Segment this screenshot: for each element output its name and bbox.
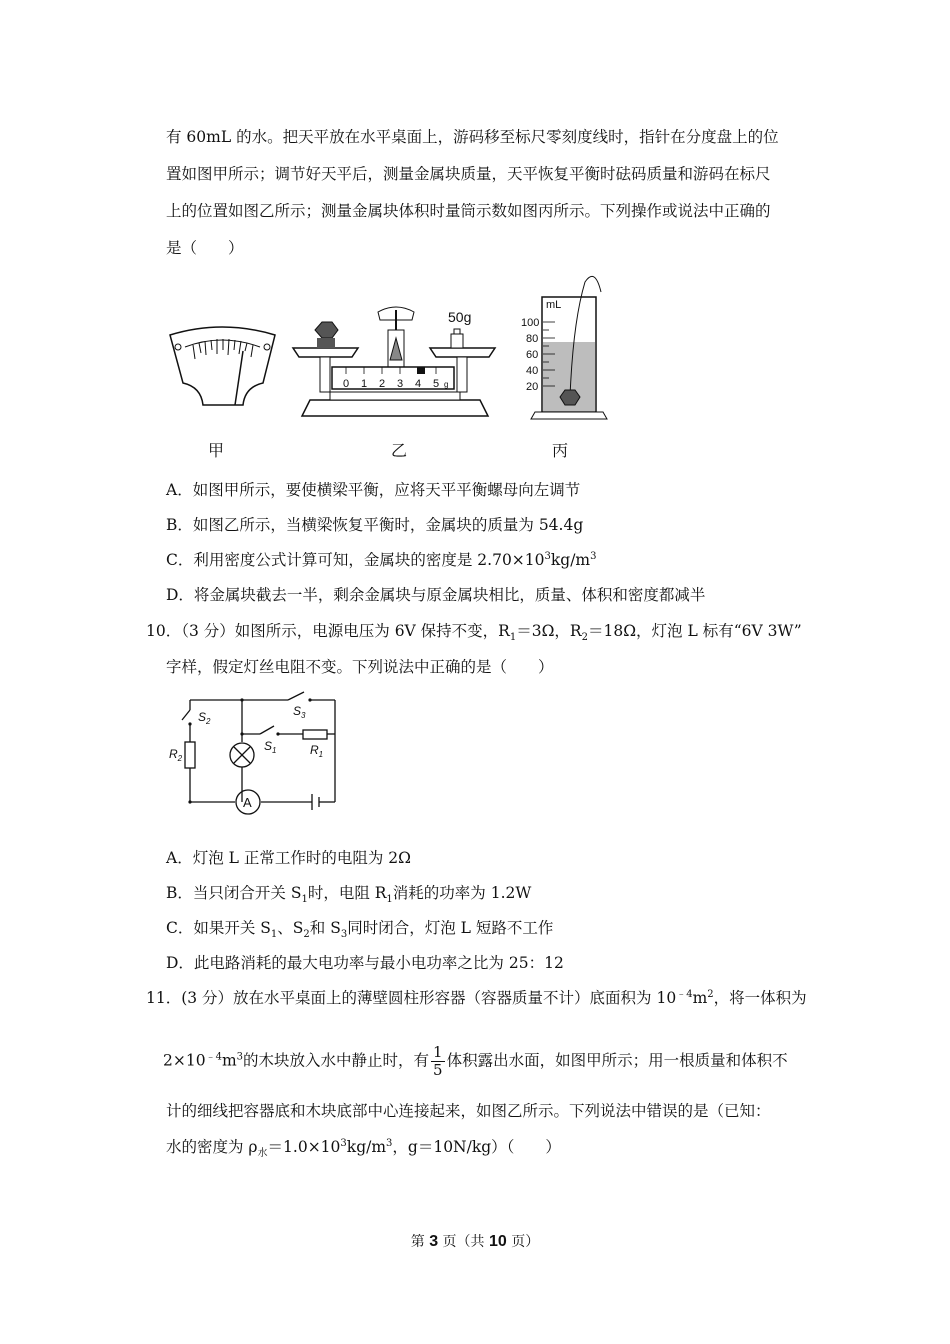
q10-option-b: B．当只闭合开关 $S_1$时，电阻 $R_1$消耗的功率为 1.2W xyxy=(166,884,532,906)
page-footer: 第 3 页（共 10 页） xyxy=(410,1233,540,1250)
ruler-tick-1: 1 xyxy=(361,378,368,390)
q10-option-c: C．如果开关 $S_1$、$S_2$和 $S_3$同时闭合，灯泡 L 短路不工作 xyxy=(166,919,554,941)
weight-50g xyxy=(451,334,463,348)
ruler-tick-0: 0 xyxy=(343,378,350,390)
q10-line-2: 字样，假定灯丝电阻不变。下列说法中正确的是（ ） xyxy=(166,658,554,676)
ruler-tick-4: 4 xyxy=(415,378,422,390)
balance-scale-dial-figure xyxy=(165,325,280,415)
q9-option-c: C．利用密度公式计算可知，金属块的密度是 $2.70\times 10^3kg/m^3$ xyxy=(166,550,597,569)
q9-line-2: 置如图甲所示；调节好天平后，测量金属块质量，天平恢复平衡时砝码质量和游码在标尺 xyxy=(166,165,771,183)
q10-line-1: 10．（3 分）如图所示，电源电压为 6V 保持不变，$R_1=3\Omega$，$R_2=18\Omega$，灯泡 L 标有“6V 3W” xyxy=(146,622,802,644)
q10-option-d: D．此电路消耗的最大电功率与最小电功率之比为 25：12 xyxy=(166,954,564,972)
measuring-cylinder-figure xyxy=(515,262,615,422)
balance-scale-figure xyxy=(290,300,500,420)
label-r1: $R_1$ xyxy=(310,743,324,759)
cylinder-tick-40: 40 xyxy=(526,365,539,377)
label-s1: $S_1$ xyxy=(264,739,277,755)
fraction-one-fifth: $\frac{1}{5}$ xyxy=(433,1043,443,1079)
cylinder-unit: mL xyxy=(546,299,562,311)
q11-line-1: 11．(3 分）放在水平桌面上的薄壁圆柱形容器（容器质量不计）底面积为 $10^{﹣4}m^2$，将一体积为 xyxy=(146,988,807,1007)
label-s3: $S_3$ xyxy=(293,704,306,720)
cylinder-tick-80: 80 xyxy=(526,333,539,345)
ruler-tick-5: 5 xyxy=(433,378,440,390)
q10-option-a: A．灯泡 L 正常工作时的电阻为 2Ω xyxy=(166,849,411,867)
ammeter-label: A xyxy=(243,795,252,810)
figure-label-bing: 丙 xyxy=(552,441,569,460)
cylinder-tick-60: 60 xyxy=(526,349,539,361)
q11-line-4: 水的密度为 $\rho_水=1.0\times 10^3kg/m^3$，g＝10N/kg）（ ） xyxy=(166,1137,561,1160)
ruler-tick-3: 3 xyxy=(397,378,404,390)
weight-label: 50g xyxy=(448,309,472,325)
q9-option-d: D．将金属块截去一半，剩余金属块与原金属块相比，质量、体积和密度都减半 xyxy=(166,586,706,604)
figure-label-jia: 甲 xyxy=(208,441,225,460)
q11-line-2: $2\times 10^{﹣4}m^3$的木块放入水中静止时，有 $\frac{1}{5}$ 体积露出水面，如图甲所示；用一根质量和体积不 xyxy=(163,1043,788,1079)
circuit-diagram xyxy=(160,690,350,815)
q9-line-3: 上的位置如图乙所示；测量金属块体积时量筒示数如图丙所示。下列操作或说法中正确的 xyxy=(166,202,771,220)
q9-option-a: A．如图甲所示，要使横梁平衡，应将天平平衡螺母向左调节 xyxy=(166,481,581,499)
figure-label-yi: 乙 xyxy=(391,441,408,460)
cylinder-tick-100: 100 xyxy=(521,317,540,329)
ruler-unit: g xyxy=(444,380,449,389)
q11-line-3: 计的细线把容器底和木块底部中心连接起来，如图乙所示。下列说法中错误的是（已知： xyxy=(166,1102,771,1120)
label-s2: $S_2$ xyxy=(198,710,211,726)
q9-line-1: 有 60mL 的水。把天平放在水平桌面上，游码移至标尺零刻度线时，指针在分度盘上的位 xyxy=(166,128,779,146)
label-r2: $R_2$ xyxy=(169,747,183,763)
cylinder-tick-20: 20 xyxy=(526,381,539,393)
q9-line-4: 是（ ） xyxy=(166,239,244,257)
q9-option-b: B．如图乙所示，当横梁恢复平衡时，金属块的质量为 54.4g xyxy=(166,516,584,534)
metal-block xyxy=(315,322,338,338)
ruler-tick-2: 2 xyxy=(379,378,386,390)
